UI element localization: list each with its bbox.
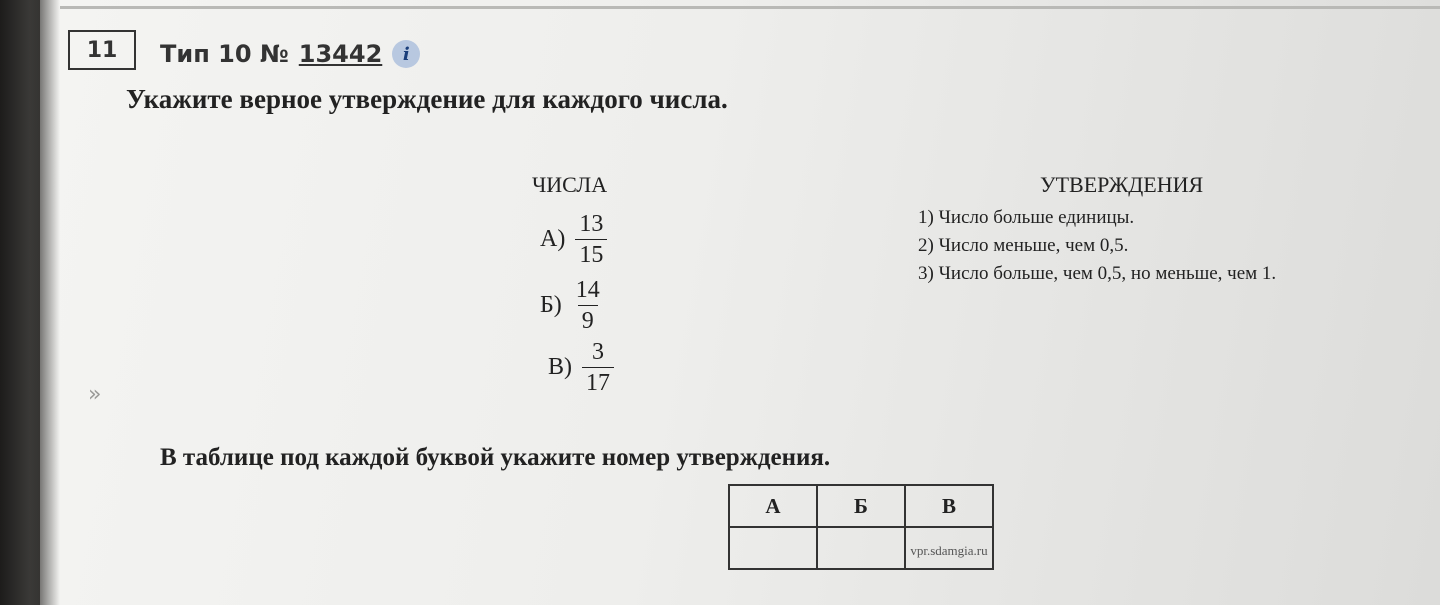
numerator: 3 [592, 339, 604, 365]
task-id-link[interactable]: 13442 [298, 40, 383, 68]
number-item-c [548, 340, 614, 395]
answer-input-row [729, 527, 993, 569]
task-number-box [68, 30, 136, 70]
denominator: 15 [575, 239, 607, 267]
top-divider [60, 6, 1440, 9]
fraction [572, 278, 604, 333]
statement-1: 1) Число больше единицы. [918, 207, 1135, 228]
answer-header-a: А [729, 485, 817, 527]
statements-heading: УТВЕРЖДЕНИЯ [1040, 172, 1204, 197]
answer-cell-c[interactable] [905, 527, 993, 569]
watermark: vpr.sdamgia.ru [910, 542, 988, 558]
numerator: 14 [575, 277, 600, 303]
fraction [575, 212, 607, 267]
number-label: Б) [540, 292, 562, 318]
instruction-text: В таблице под каждой буквой укажите номер утверждения. [160, 444, 831, 471]
numbers-heading: ЧИСЛА [532, 172, 608, 197]
answer-header-b: Б [817, 485, 905, 527]
fraction [582, 340, 614, 395]
question-text: Укажите верное утверждение для каждого числа. [126, 84, 728, 114]
number-label: А) [540, 226, 566, 252]
answer-table [728, 484, 994, 570]
number-item-a [540, 212, 607, 267]
info-icon[interactable]: i [392, 40, 420, 68]
task-type-label: Тип 10 № [160, 40, 289, 68]
number-label: В) [548, 354, 572, 380]
task-header [160, 40, 420, 68]
task-number: 11 [86, 37, 118, 63]
statement-2: 2) Число меньше, чем 0,5. [918, 235, 1129, 256]
denominator: 9 [578, 305, 598, 333]
answer-cell-a[interactable] [729, 527, 817, 569]
answer-cell-b[interactable] [817, 527, 905, 569]
numerator: 13 [579, 211, 604, 237]
statement-3: 3) Число больше, чем 0,5, но меньше, чем 1. [918, 263, 1277, 284]
number-item-b [540, 278, 604, 333]
monitor-bezel [0, 0, 60, 605]
answer-header-c: В [905, 485, 993, 527]
answer-header-row [729, 485, 993, 527]
denominator: 17 [582, 367, 614, 395]
expand-arrow-icon[interactable]: » [88, 382, 102, 407]
